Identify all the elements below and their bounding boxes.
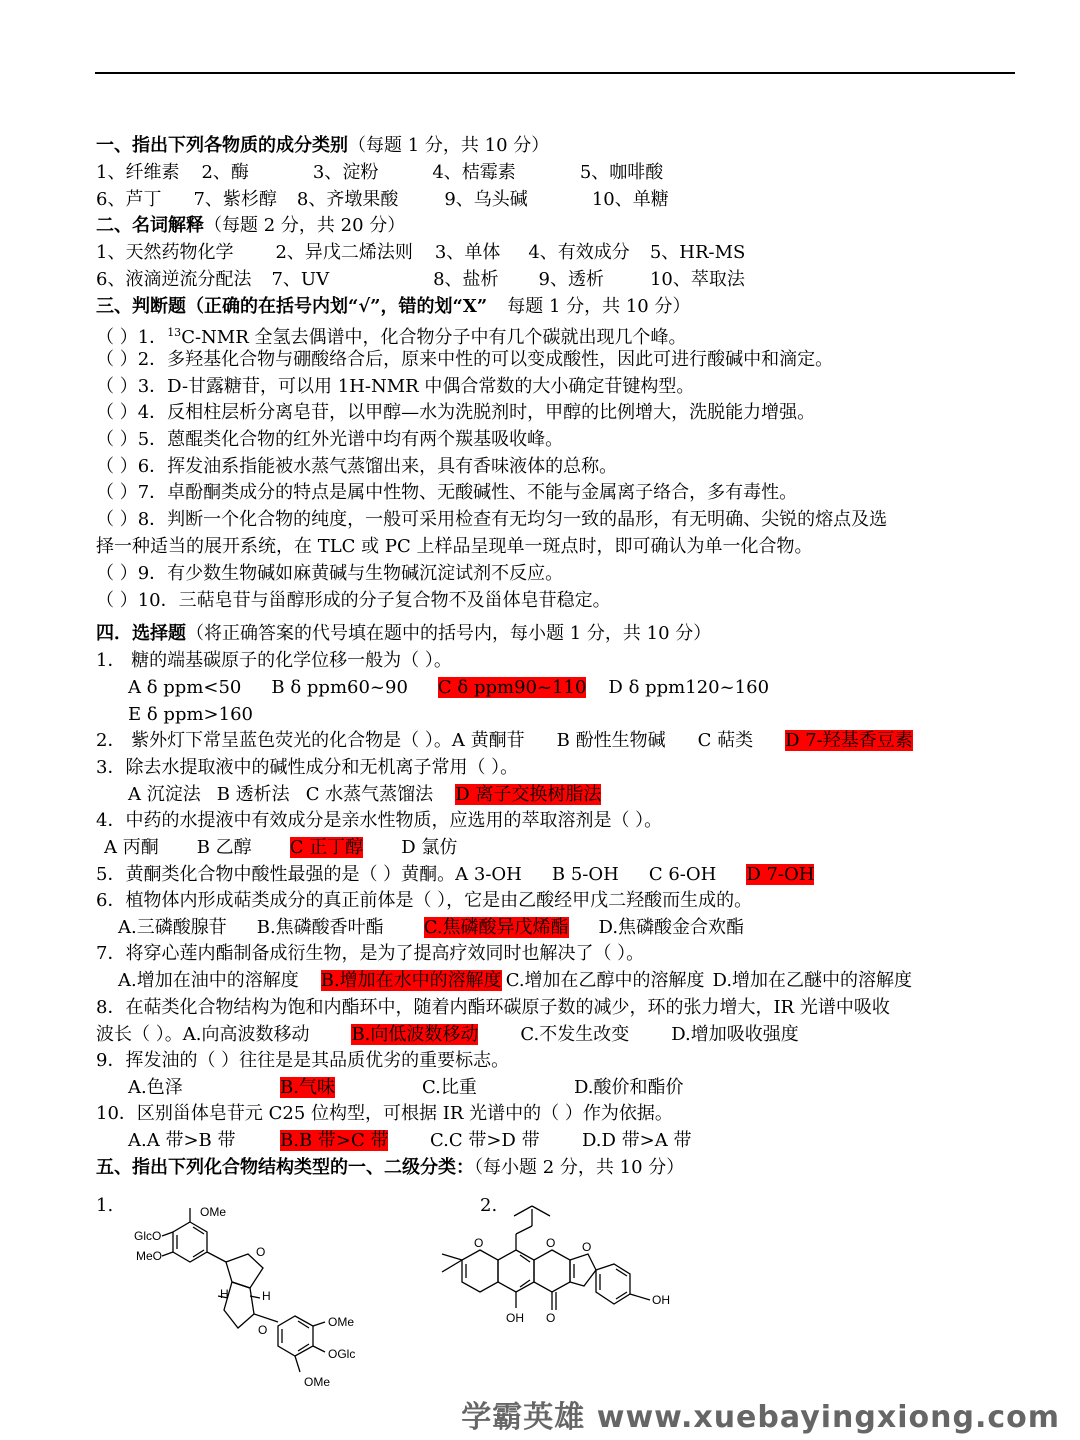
header-rule — [95, 72, 1015, 74]
oxygen-label: O — [546, 1236, 556, 1250]
choice-q9-options: A.色泽 B.气味 C.比重 D.酸价和酯价 — [128, 1077, 684, 1098]
section-1-heading: 一、指出下列各物质的成分类别（每题 1 分，共 10 分） — [96, 135, 550, 156]
choice-q8-line-2: 波长（ ）。A.向高波数移动 B.向低波数移动 C.不发生改变 D.增加吸收强度 — [96, 1024, 799, 1045]
choice-q2: 2． 紫外灯下常呈蓝色荧光的化合物是（ ）。A 黄酮苷 B 酚性生物碱 C 萜类 D 7-羟基香豆素 — [96, 730, 913, 751]
section-3-heading: 三、判断题（正确的在括号内划“√”，错的划“X” 每题 1 分，共 10 分） — [96, 296, 691, 317]
choice-q1-options — [128, 676, 769, 700]
option-c-answer: C δ ppm90~110 — [437, 677, 587, 698]
oxygen-label: O — [582, 1240, 592, 1254]
ome-bottom-label: OMe — [304, 1375, 331, 1389]
choice-q1: 1． 糖的端基碳原子的化学位移一般为（ ）。 — [96, 650, 452, 671]
section-2-heading: 二、名词解释（每题 2 分，共 20 分） — [96, 215, 406, 236]
watermark: 学霸英雄 www.xuebayingxiong.com — [461, 1400, 1060, 1435]
option-d-answer: D 离子交换树脂法 — [455, 784, 602, 805]
choice-q5: 5．黄酮类化合物中酸性最强的是（ ）黄酮。A 3-OH B 5-OH C 6-OH D 7-OH — [96, 864, 815, 885]
carbonyl-oxygen-label: O — [546, 1311, 556, 1325]
choice-q6: 6．植物体内形成萜类成分的真正前体是（ ），它是由乙酸经甲戊二羟酸而生成的。 — [96, 890, 753, 911]
option-c-answer: C.焦磷酸异戊烯酯 — [423, 917, 569, 938]
oxygen-label: O — [258, 1323, 268, 1337]
choice-q7: 7．将穿心莲内酯制备成衍生物，是为了提高疗效同时也解决了（ ）。 — [96, 943, 645, 964]
choice-q7-options: A.增加在油中的溶解度 B.增加在水中的溶解度 C.增加在乙醇中的溶解度 D.增加在乙醚中的溶解度 — [118, 970, 913, 991]
choice-q9: 9．挥发油的（ ）往往是是其品质优劣的重要标志。 — [96, 1050, 510, 1071]
judge-q5: （ ）5．蒽醌类化合物的红外光谱中均有两个羰基吸收峰。 — [96, 429, 564, 450]
option-d-answer: D 7-OH — [746, 864, 815, 885]
judge-q8-line-2: 择一种适当的展开系统，在 TLC 或 PC 上样品呈现单一斑点时，即可确认为单一化合物。 — [96, 536, 813, 557]
choice-q3: 3．除去水提取液中的碱性成分和无机离子常用（ ）。 — [96, 757, 519, 778]
glco-label: GlcO — [134, 1229, 162, 1243]
judge-q2: （ ）2．多羟基化合物与硼酸络合后，原来中性的可以变成酸性，因此可进行酸碱中和滴定。 — [96, 349, 834, 370]
h-label: H — [220, 1287, 229, 1301]
judge-q6: （ ）6．挥发油系指能被水蒸气蒸馏出来，具有香味液体的总称。 — [96, 456, 618, 477]
option-b: B δ ppm60~90 — [271, 677, 408, 698]
oxygen-label: O — [474, 1236, 484, 1250]
section-1-row-2: 6、芦丁 7、紫杉醇 8、齐墩果酸 9、乌头碱 10、单糖 — [96, 189, 669, 210]
option-d: D δ ppm120~160 — [608, 677, 770, 698]
h-label: H — [262, 1289, 271, 1303]
choice-q4-options: A 丙酮 B 乙醇 C 正丁醇 D 氯仿 — [104, 837, 458, 858]
section-2-row-1: 1、天然药物化学 2、异戊二烯法则 3、单体 4、有效成分 5、HR-MS — [96, 242, 746, 263]
oxygen-label: O — [256, 1245, 266, 1259]
option-b-answer: B.向低波数移动 — [351, 1024, 479, 1045]
section-2-row-2: 6、液滴逆流分配法 7、UV 8、盐析 9、透析 10、萃取法 — [96, 269, 745, 290]
choice-q3-options: A 沉淀法 B 透析法 C 水蒸气蒸馏法 D 离子交换树脂法 — [128, 784, 602, 805]
option-b-answer: B.B 带>C 带 — [280, 1130, 389, 1151]
choice-q10: 10．区别甾体皂苷元 C25 位构型，可根据 IR 光谱中的（ ）作为依据。 — [96, 1103, 673, 1124]
option-c-answer: C 正丁醇 — [289, 837, 364, 858]
meo-label: MeO — [136, 1249, 163, 1263]
structure-2-isoflavonoid-drawing — [420, 1196, 690, 1366]
structure-2-number: 2. — [480, 1195, 498, 1216]
section-1-row-1: 1、纤维素 2、酶 3、淀粉 4、桔霉素 5、咖啡酸 — [96, 162, 664, 183]
choice-q8-line-1: 8．在萜类化合物结构为饱和内酯环中，随着内酯环碳原子数的减少，环的张力增大，IR 光谱中吸收 — [96, 997, 890, 1018]
judge-q10: （ ）10．三萜皂苷与甾醇形成的分子复合物不及甾体皂苷稳定。 — [96, 590, 611, 611]
structure-1-number: 1. — [96, 1195, 114, 1216]
option-a: A δ ppm<50 — [128, 677, 242, 698]
judge-q3: （ ）3．D-甘露糖苷，可以用 1H-NMR 中偶合常数的大小确定苷键构型。 — [96, 376, 695, 397]
option-d-answer: D 7-羟基香豆素 — [785, 730, 913, 751]
structure-1-lignan-drawing — [120, 1196, 410, 1406]
judge-q1: （ ）1．$^{13}$C-NMR 全氢去偶谱中，化合物分子中有几个碳就出现几个峰。 — [96, 326, 687, 348]
oglc-label: OGlc — [328, 1347, 356, 1361]
judge-q7: （ ）7．卓酚酮类成分的特点是属中性物、无酸碱性、不能与金属离子络合，多有毒性。 — [96, 482, 798, 503]
judge-q9: （ ）9．有少数生物碱如麻黄碱与生物碱沉淀试剂不反应。 — [96, 563, 564, 584]
ome-top-label: OMe — [200, 1205, 227, 1219]
section-5-heading: 五、指出下列化合物结构类型的一、二级分类：（每小题 2 分，共 10 分） — [96, 1157, 685, 1178]
judge-q8-line-1: （ ）8．判断一个化合物的纯度，一般可采用检查有无均匀一致的晶形，有无明确、尖锐的熔点及选 — [96, 509, 888, 530]
choice-q4: 4．中药的水提液中有效成分是亲水性物质，应选用的萃取溶剂是（ ）。 — [96, 810, 663, 831]
section-4-heading: 四．选择题（将正确答案的代号填在题中的括号内，每小题 1 分，共 10 分） — [96, 623, 712, 644]
oh-label: OH — [506, 1311, 524, 1325]
judge-q4: （ ）4．反相柱层析分离皂苷，以甲醇—水为洗脱剂时，甲醇的比例增大，洗脱能力增强。 — [96, 402, 816, 423]
choice-q6-options: A.三磷酸腺苷 B.焦磷酸香叶酯 C.焦磷酸异戊烯酯 D.焦磷酸金合欢酯 — [118, 917, 745, 938]
option-b-answer: B.气味 — [280, 1077, 335, 1098]
ome-right-label: OMe — [328, 1315, 355, 1329]
choice-q10-options: A.A 带>B 带 B.B 带>C 带 C.C 带>D 带 D.D 带>A 带 — [128, 1130, 692, 1151]
oh-label: OH — [652, 1293, 670, 1307]
option-b-answer: B.增加在水中的溶解度 — [320, 970, 502, 991]
choice-q1-option-e: E δ ppm>160 — [128, 704, 253, 725]
